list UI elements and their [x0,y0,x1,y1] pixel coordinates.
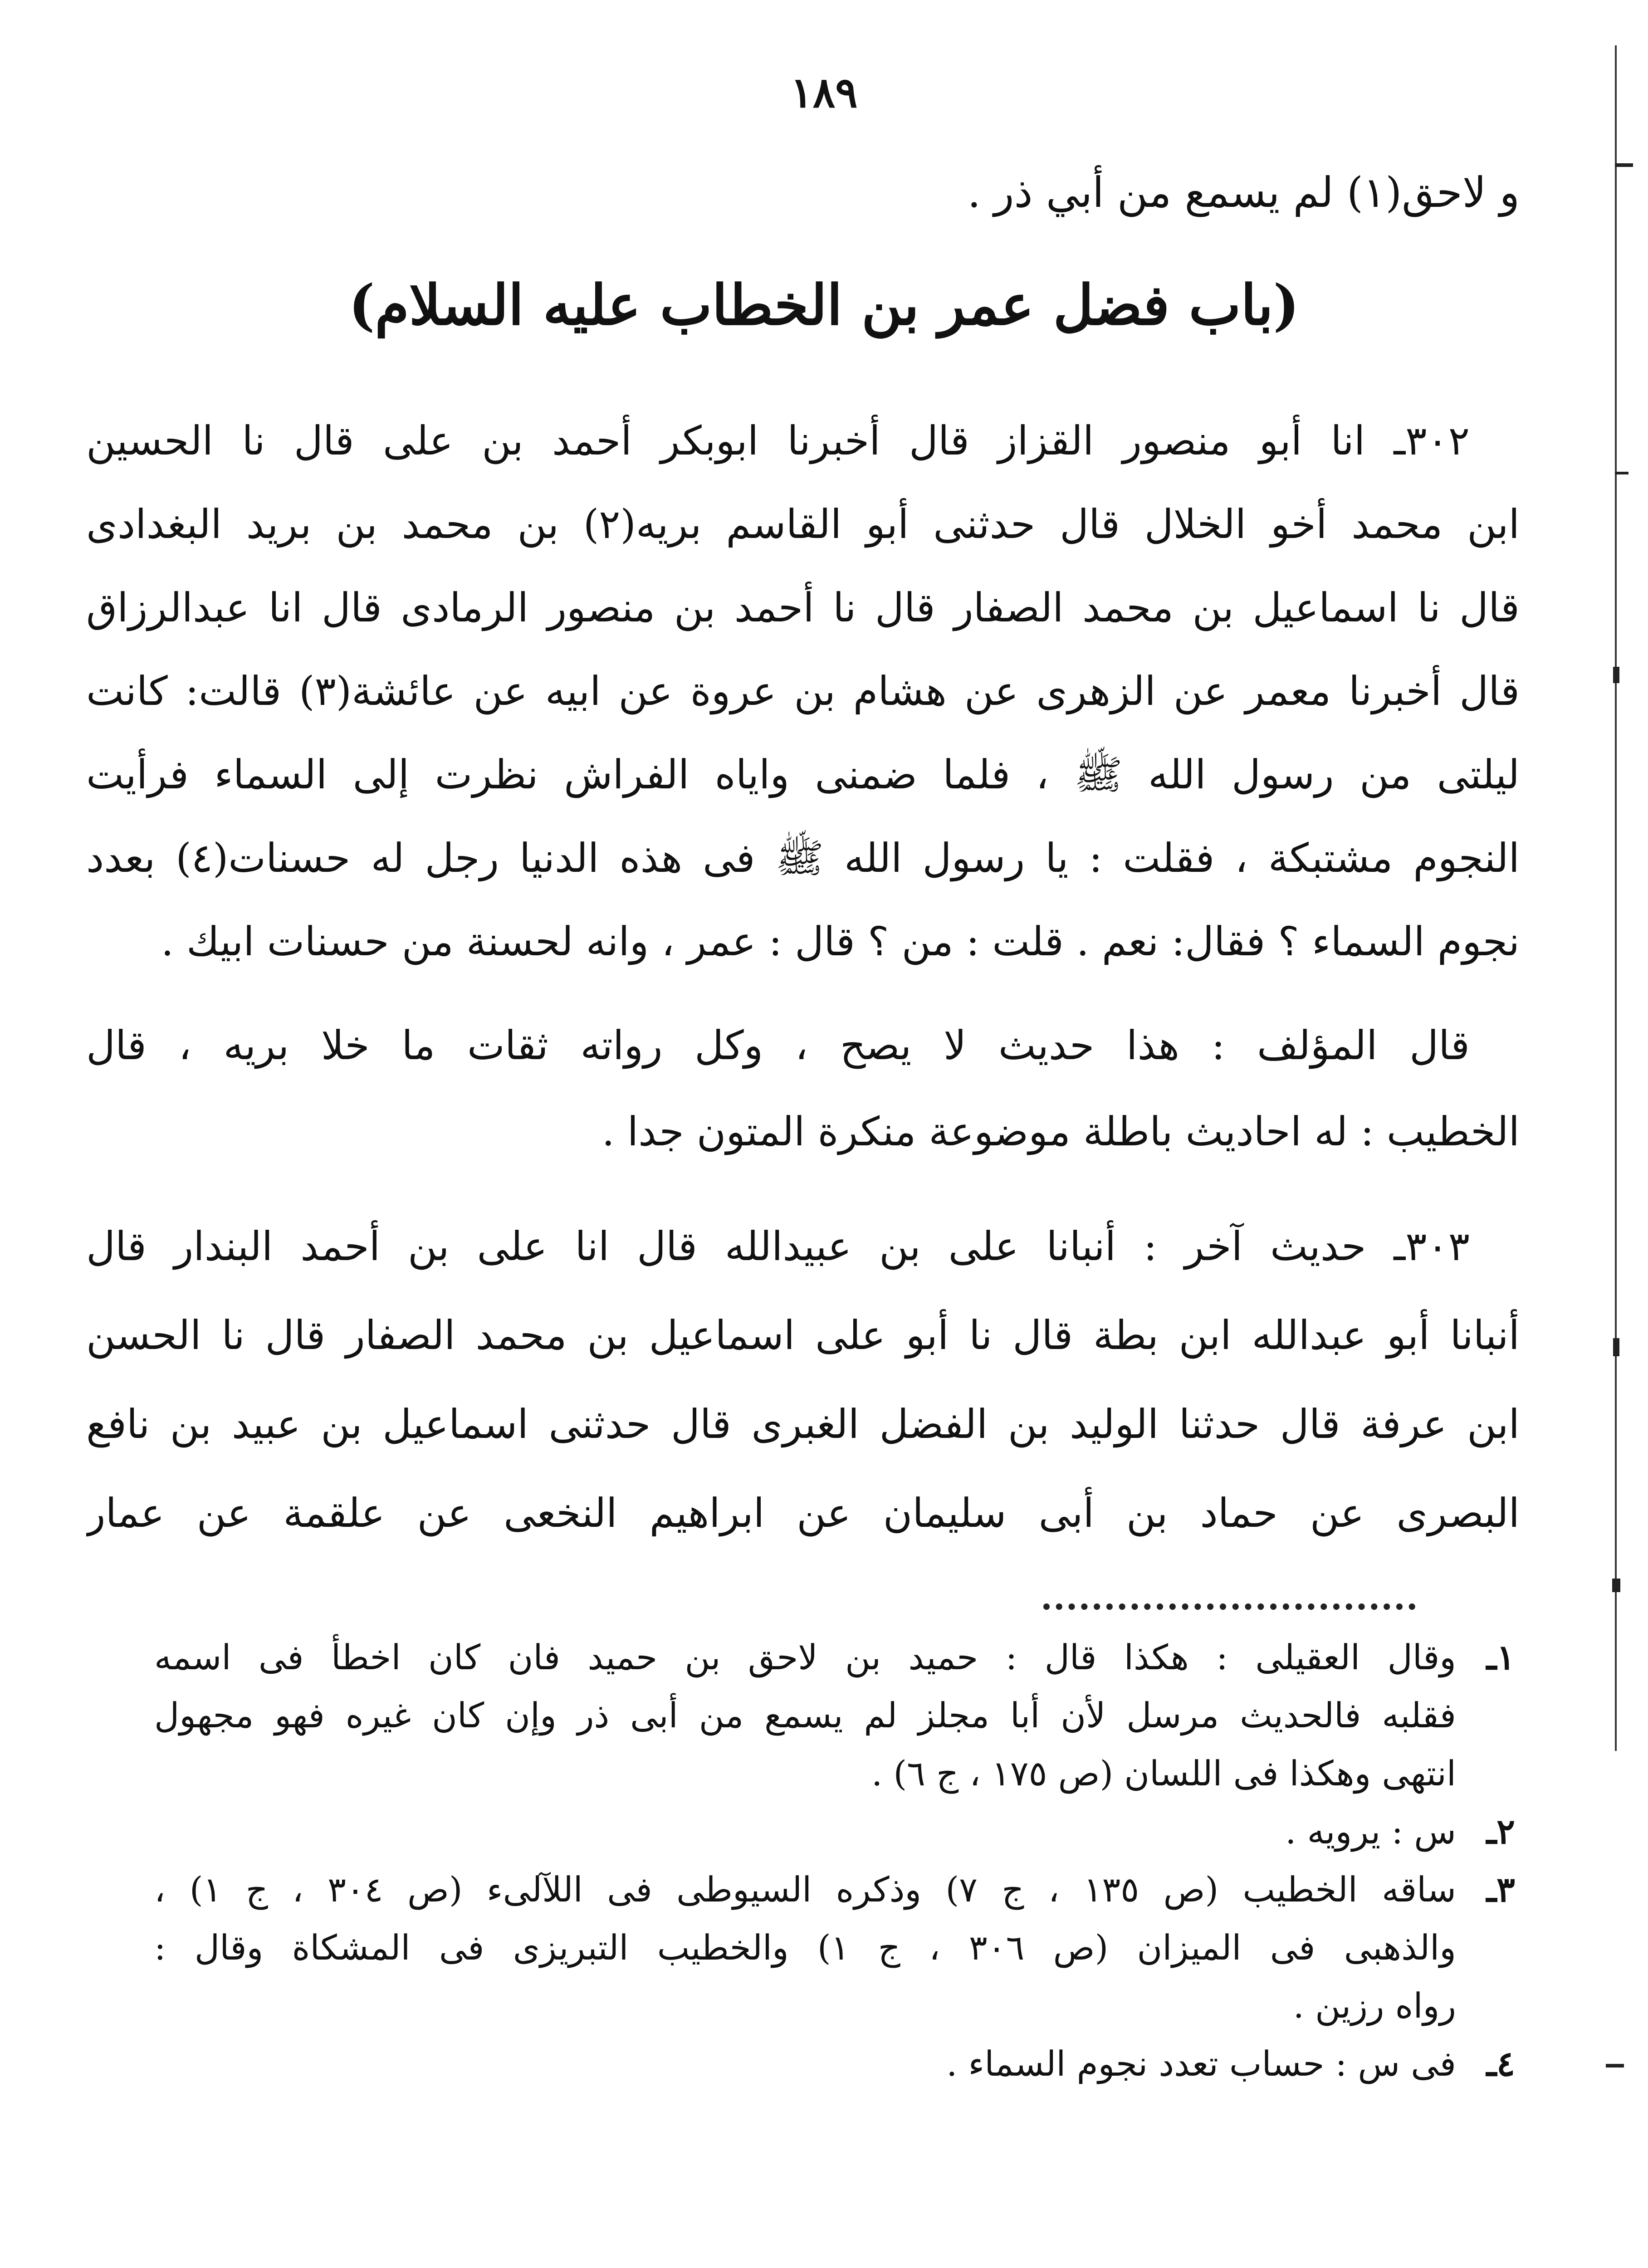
author-comment-paragraph [86,1002,1520,1175]
footnote-line: س : يرويه . [1285,1811,1456,1852]
footnote-line: فى س : حساب تعدد نجوم السماء . [946,2043,1456,2084]
binding-tick [1615,163,1633,167]
text-line: قال نا اسماعيل بن محمد الصفار قال نا أحمد بن منصور الرمادى قال انا عبدالرزاق [86,584,1520,631]
footnote-text [154,2035,1456,2093]
footnote-line: فقلبه فالحديث مرسل لأن أبا مجلز لم يسمع من أبى ذر وإن كان غيره فهو مجهول [154,1695,1456,1735]
text-line: ابن عرفة قال حدثنا الوليد بن الفضل الغبرى قال حدثنى اسماعيل بن عبيد بن نافع [86,1401,1520,1447]
binding-tick [1606,2064,1624,2068]
footnote-item [154,1628,1515,1803]
text-line: و لاحق(١) لم يسمع من أبي ذر . [967,168,1520,217]
binding-tick [1613,1338,1619,1356]
hadith-303-paragraph [86,1202,1520,1558]
footnote-number: ٤ـ [1486,2043,1515,2084]
text-line: النجوم مشتبكة ، فقلت : يا رسول الله ﷺ فى هذه الدنيا رجل له حسنات(٤) بعدد [86,835,1520,881]
text-line: قال أخبرنا معمر عن الزهرى عن هشام بن عروة عن ابيه عن عائشة(٣) قالت: كانت [86,668,1520,714]
footnote-number: ١ـ [1486,1637,1515,1677]
footnote-number: ٣ـ [1486,1869,1515,1910]
text-line: ٣٠٣ـ حديث آخر : أنبانا على بن عبيدالله قال انا على بن أحمد البندار قال [86,1223,1470,1270]
footnote-item [154,1803,1515,1861]
footnote-text [154,1628,1456,1803]
footnote-line: والذهبى فى الميزان (ص ٣٠٦ ، ج ١) والخطيب التبريزى فى المشكاة وقال : [154,1927,1456,1968]
text-line: الخطيب : له احاديث باطلة موضوعة منكرة المتون جدا . [601,1108,1520,1155]
footnote-text [154,1861,1456,2035]
footnote-line: ساقه الخطيب (ص ١٣٥ ، ج ٧) وذكره السيوطى فى اللآلىء (ص ٣٠٤ ، ج ١) ، [154,1869,1456,1910]
footnote-number: ٢ـ [1486,1811,1515,1852]
opening-line [86,154,1520,231]
footnote-item [154,1861,1515,2035]
text-line: ليلتى من رسول الله ﷺ ، فلما ضمنى واياه الفراش نظرت إلى السماء فرأيت [86,751,1520,798]
text-line: أنبانا أبو عبدالله ابن بطة قال نا أبو على اسماعيل بن محمد الصفار قال نا الحسن [86,1312,1520,1359]
binding-edge-line [1615,45,1617,1751]
binding-tick [1615,472,1628,474]
text-line: ٣٠٢ـ انا أبو منصور القزاز قال أخبرنا ابوبكر أحمد بن على قال نا الحسين [86,417,1470,464]
text-line: ابن محمد أخو الخلال قال حدثنى أبو القاسم بريه(٢) بن محمد بن بريد البغدادى [86,501,1520,547]
footnote-separator [1043,1603,1415,1610]
page-number: ١٨٩ [790,68,858,117]
binding-tick [1612,1579,1620,1592]
footnote-text [154,1803,1456,1861]
binding-tick [1613,667,1619,683]
footnotes [154,1628,1515,2093]
text-line: نجوم السماء ؟ فقال: نعم . قلت : من ؟ قال : عمر ، وانه لحسنة من حسنات ابيك . [161,918,1520,965]
footnote-item [154,2035,1515,2093]
hadith-302-paragraph [86,399,1520,983]
footnote-line: رواه رزين . [1293,1985,1456,2026]
footnote-line: وقال العقيلى : هكذا قال : حميد بن لاحق بن حميد فان كان اخطأ فى اسمه [154,1637,1456,1677]
footnote-line: انتهى وهكذا فى اللسان (ص ١٧٥ ، ج ٦) . [871,1753,1456,1794]
text-line: قال المؤلف : هذا حديث لا يصح ، وكل رواته ثقات ما خلا بريه ، قال [86,1022,1470,1069]
section-title: (باب فضل عمر بن الخطاب عليه السلام) [348,272,1300,337]
text-line: البصرى عن حماد بن أبى سليمان عن ابراهيم النخعى عن علقمة عن عمار [86,1490,1520,1536]
